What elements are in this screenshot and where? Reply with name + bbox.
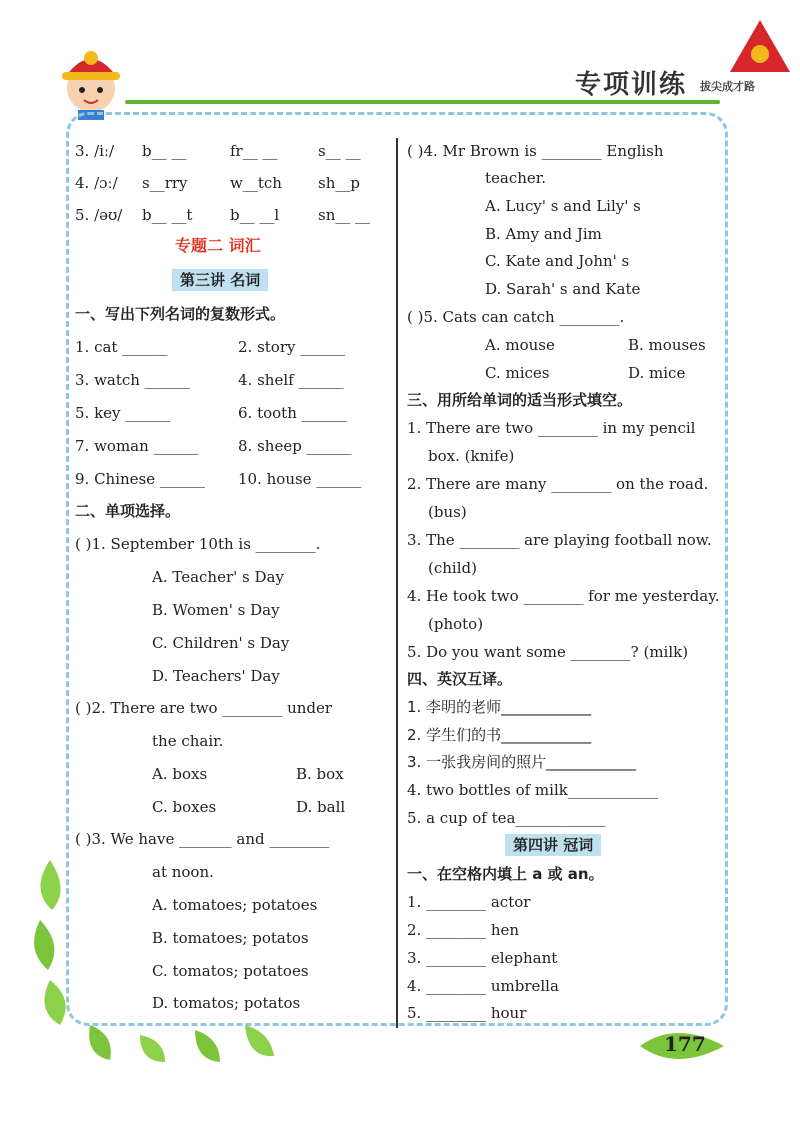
question-5-option-b: B. mouses — [628, 336, 706, 354]
phonics-3-num: 3. /iː/ — [75, 142, 115, 160]
question-1-option-d: D. Teachers' Day — [152, 667, 280, 685]
question-1-option-c: C. Children' s Day — [152, 634, 290, 652]
article-item: 1. ________ actor — [407, 893, 531, 911]
plural-item: 2. story ______ — [238, 338, 346, 356]
section-heading-translate: 四、英汉互译。 — [407, 670, 513, 688]
translate-item: 5. a cup of tea____________ — [407, 809, 606, 827]
fill-item-4: 4. He took two ________ for me yesterday. — [407, 587, 720, 605]
lesson-title-nouns: 第三讲 名词 — [172, 269, 268, 291]
phonics-4-num: 4. /ɔː/ — [75, 174, 118, 192]
page-number: 177 — [664, 1032, 706, 1056]
question-2-option-a: A. boxs — [152, 765, 208, 783]
plural-item: 7. woman ______ — [75, 437, 199, 455]
question-4-option-b: B. Amy and Jim — [485, 225, 602, 243]
plural-item: 10. house ______ — [238, 470, 362, 488]
question-1-stem: ( )1. September 10th is ________. — [75, 535, 321, 553]
article-item: 3. ________ elephant — [407, 949, 558, 967]
header-subtitle: 拔尖成才路 — [700, 80, 755, 93]
question-4-stem: ( )4. Mr Brown is ________ English — [407, 142, 664, 160]
question-2-option-b: B. box — [296, 765, 344, 783]
phonics-5-a: b__ __t — [142, 206, 193, 224]
question-1-option-b: B. Women' s Day — [152, 601, 280, 619]
fill-item-3: 3. The ________ are playing football now. — [407, 531, 712, 549]
translate-item: 1. 李明的老师____________ — [407, 698, 592, 716]
phonics-4-b: w__tch — [230, 174, 282, 192]
question-5-option-d: D. mice — [628, 364, 686, 382]
translate-item: 2. 学生们的书____________ — [407, 726, 592, 744]
plural-item: 5. key ______ — [75, 404, 171, 422]
fill-item-2-cont: (bus) — [428, 503, 467, 521]
phonics-5-num: 5. /əʊ/ — [75, 206, 123, 224]
question-3-stem-cont: at noon. — [152, 863, 214, 881]
question-4-option-c: C. Kate and John' s — [485, 252, 630, 270]
phonics-5-b: b__ __l — [230, 206, 280, 224]
question-3-stem: ( )3. We have _______ and ________ — [75, 830, 330, 848]
section-heading-fill: 三、用所给单词的适当形式填空。 — [407, 391, 633, 409]
question-3-option-d: D. tomatos; potatos — [152, 994, 301, 1012]
translate-item: 3. 一张我房间的照片____________ — [407, 753, 637, 771]
fill-item-5: 5. Do you want some ________? (milk) — [407, 643, 689, 661]
topic-title: 专题二 词汇 — [175, 236, 261, 255]
question-2-stem: ( )2. There are two ________ under — [75, 699, 333, 717]
plural-item: 8. sheep ______ — [238, 437, 352, 455]
question-3-option-b: B. tomatoes; potatos — [152, 929, 309, 947]
question-5-option-c: C. mices — [485, 364, 550, 382]
translate-item: 4. two bottles of milk____________ — [407, 781, 658, 799]
question-4-option-a: A. Lucy' s and Lily' s — [485, 197, 641, 215]
phonics-3-c: s__ __ — [318, 142, 361, 160]
article-item: 5. ________ hour — [407, 1004, 527, 1022]
phonics-3-a: b__ __ — [142, 142, 187, 160]
question-5-stem: ( )5. Cats can catch ________. — [407, 308, 625, 326]
question-3-option-c: C. tomatos; potatoes — [152, 962, 309, 980]
question-1-option-a: A. Teacher' s Day — [152, 568, 284, 586]
question-2-stem-cont: the chair. — [152, 732, 224, 750]
article-item: 4. ________ umbrella — [407, 977, 559, 995]
fill-item-1: 1. There are two ________ in my pencil — [407, 419, 696, 437]
question-5-option-a: A. mouse — [485, 336, 555, 354]
question-2-option-d: D. ball — [296, 798, 346, 816]
plural-item: 1. cat ______ — [75, 338, 168, 356]
article-item: 2. ________ hen — [407, 921, 520, 939]
question-2-option-c: C. boxes — [152, 798, 217, 816]
phonics-3-b: fr__ __ — [230, 142, 278, 160]
fill-item-4-cont: (photo) — [428, 615, 484, 633]
phonics-4-a: s__rry — [142, 174, 188, 192]
column-divider — [396, 138, 398, 1028]
brand-logo — [728, 18, 792, 74]
section-heading-plural: 一、写出下列名词的复数形式。 — [75, 305, 286, 323]
question-4-stem-cont: teacher. — [485, 169, 547, 187]
phonics-5-c: sn__ __ — [318, 206, 371, 224]
question-3-option-a: A. tomatoes; potatoes — [152, 896, 318, 914]
fill-item-2: 2. There are many ________ on the road. — [407, 475, 709, 493]
lesson-title-articles: 第四讲 冠词 — [505, 834, 601, 856]
question-4-option-d: D. Sarah' s and Kate — [485, 280, 641, 298]
phonics-4-c: sh__p — [318, 174, 360, 192]
section-heading-choice: 二、单项选择。 — [75, 502, 181, 520]
plural-item: 6. tooth ______ — [238, 404, 347, 422]
plural-item: 3. watch ______ — [75, 371, 190, 389]
header-divider — [125, 100, 720, 104]
mascot-illustration — [52, 40, 130, 120]
plural-item: 4. shelf ______ — [238, 371, 344, 389]
plural-item: 9. Chinese ______ — [75, 470, 205, 488]
fill-item-1-cont: box. (knife) — [428, 447, 515, 465]
section-heading-articles: 一、在空格内填上 a 或 an。 — [407, 865, 604, 883]
header-title: 专项训练 — [575, 70, 688, 100]
fill-item-3-cont: (child) — [428, 559, 477, 577]
